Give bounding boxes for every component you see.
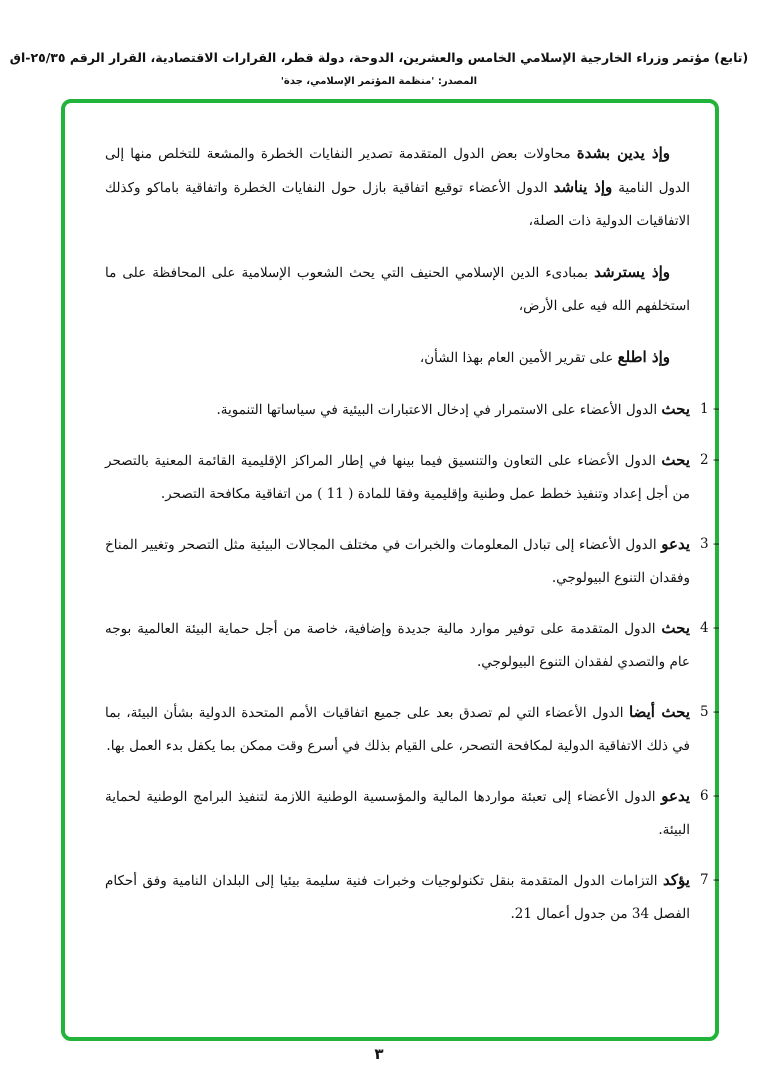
clause-lead: يدعو (661, 787, 690, 805)
clause-number: 1 – (700, 401, 720, 417)
preamble-lead: وإذ يناشد (553, 178, 613, 196)
clause-number: 5 – (700, 704, 720, 720)
clause-text: الدول الأعضاء التي لم تصدق بعد على جميع اتفاقيات الأمم المتحدة الدولية بشأن البيئة، بما في ذلك الاتفاقية الدولية لمكافحة التصحر، على القيام بذلك في أسرع وقت ممكن بما يكفل بدء العمل بها. (105, 705, 690, 754)
operative-clause (105, 696, 720, 763)
preamble-lead: وإذ يدين بشدة (576, 144, 671, 162)
clause-text: الدول الأعضاء إلى تبادل المعلومات والخبرات في مختلف المجالات البيئية مثل التصحر وتغيير المناخ وفقدان التنوع البيولوجي. (105, 537, 690, 586)
operative-clause (105, 444, 720, 511)
operative-clause (105, 528, 720, 595)
clause-number: 2 – (700, 452, 720, 468)
clause-text: الدول الأعضاء على الاستمرار في إدخال الاعتبارات البيئية في سياساتها التنموية. (216, 402, 662, 418)
preamble-lead: وإذ اطلع (617, 348, 670, 366)
preamble-paragraph (105, 341, 690, 375)
preamble-paragraph (105, 137, 690, 238)
operative-clause (105, 612, 720, 679)
clause-lead: يدعو (661, 535, 690, 553)
clause-lead: يحث (661, 619, 690, 637)
preamble-paragraph (105, 256, 690, 323)
clause-number: 3 – (700, 536, 720, 552)
clause-text: الدول المتقدمة على توفير موارد مالية جديدة وإضافية، خاصة من أجل حماية البيئة العالمية بوجه عام والتصدي لفقدان التنوع البيولوجي. (105, 621, 690, 670)
page-number: ٣ (374, 1045, 384, 1063)
preamble-text: بمبادىء الدين الإسلامي الحنيف التي يحث الشعوب الإسلامية على المحافظة على ما استخلفهم الله فيه على الأرض، (105, 265, 690, 314)
operative-clause (105, 864, 720, 931)
clause-lead: يؤكد (663, 871, 690, 889)
preamble-lead: وإذ يسترشد (594, 263, 670, 281)
clause-text: الدول الأعضاء على التعاون والتنسيق فيما بينها في إطار المراكز الإقليمية القائمة المعنية بالتصحر من أجل إعداد وتنفيذ خطط عمل وطنية وإقليمية وفقا للمادة ( 11 ) من اتفاقية مكافحة التصحر. (105, 453, 690, 502)
preamble-text: محاولات بعض الدول المتقدمة تصدير النفايات الخطرة والمشعة للتخلص منها إلى الدول النامية (105, 146, 690, 196)
clause-text: التزامات الدول المتقدمة بنقل تكنولوجيات وخبرات فنية سليمة بيئيا إلى البلدان النامية وفق أحكام الفصل 34 من جدول أعمال 21. (105, 873, 690, 922)
resolution-body (105, 137, 720, 948)
clause-number: 6 – (700, 788, 720, 804)
preamble-text: على تقرير الأمين العام بهذا الشأن، (419, 350, 618, 366)
clause-number: 4 – (700, 620, 720, 636)
clause-lead: يحث أيضا (629, 703, 690, 721)
clause-lead: يحث (661, 451, 690, 469)
document-source: المصدر: 'منظمة المؤتمر الإسلامي، جدة' (280, 76, 478, 87)
operative-clause (105, 393, 720, 427)
clause-lead: يحث (661, 400, 690, 418)
clause-text: الدول الأعضاء إلى تعبئة مواردها المالية والمؤسسية الوطنية اللازمة لتنفيذ البرامج الوطنية لحماية البيئة. (105, 789, 690, 838)
preamble-text: الدول الأعضاء توقيع اتفاقية بازل حول النفايات الخطرة واتفاقية باماكو وكذلك الاتفاقيات الدولية ذات الصلة، (105, 180, 690, 229)
operative-clause (105, 780, 720, 847)
document-header-title: (تابع) مؤتمر وزراء الخارجية الإسلامي الخامس والعشرين، الدوحة، دولة قطر، القرارات الاقتصادية، القرار الرقم ٢٥/٣٥-اق (9, 50, 749, 65)
clause-number: 7 – (700, 872, 720, 888)
